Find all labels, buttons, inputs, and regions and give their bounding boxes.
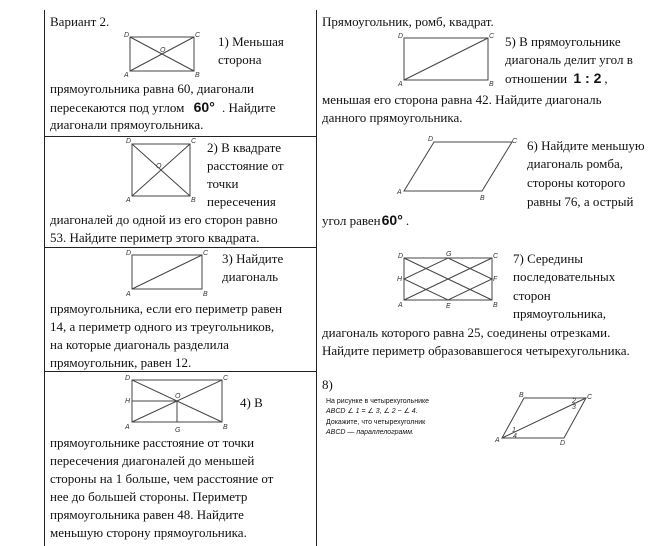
- label-a: A: [124, 72, 129, 78]
- label-a: A: [398, 81, 403, 86]
- p1-line-4: [50, 98, 276, 117]
- p4-line-2: прямоугольнике расстояние от точки: [50, 435, 255, 450]
- p7-line-5: диагональ которого равна 25, соединены отрезками.: [322, 325, 611, 340]
- label-b: B: [195, 72, 200, 78]
- p6-line-5: [322, 211, 409, 230]
- p5-line-3: [505, 69, 608, 88]
- p5-line-2: диагональ делит угол в: [505, 52, 633, 67]
- p7-line-2: последовательных: [513, 269, 616, 284]
- p3-line-2: диагональ: [222, 269, 279, 284]
- figure-7-rectangle-midpoints: [394, 250, 506, 310]
- p7-line-1: 7) Середины: [513, 251, 584, 266]
- p1-line-1: 1) Меньшая: [218, 34, 284, 49]
- p5-line-4: меньшая его сторона равна 42. Найдите диагональ: [322, 92, 602, 107]
- p1-angle: 60°: [193, 99, 215, 115]
- p3-line-4: 14, а периметр одного из треугольников,: [50, 319, 275, 334]
- p2-line-5: диагоналей до одной из его сторон равно: [50, 212, 278, 227]
- label-a: A: [398, 302, 403, 309]
- label-h: H: [125, 398, 131, 405]
- figure-5-rectangle: [394, 30, 498, 86]
- label-c: C: [489, 33, 495, 40]
- angle-label-1: 1: [512, 427, 516, 434]
- p2-line-2: расстояние от: [207, 158, 284, 173]
- p2-line-3: точки: [207, 176, 239, 191]
- p4-line-7: меньшую сторону прямоугольника.: [50, 525, 247, 540]
- label-d: D: [125, 375, 131, 382]
- label-d: D: [124, 32, 130, 39]
- left-border: [44, 10, 45, 546]
- label-o: O: [156, 163, 162, 170]
- p8-line-4: ABCD — параллелограмм.: [326, 429, 414, 436]
- p6-line-5a: угол равен: [322, 213, 381, 228]
- label-c: C: [587, 394, 593, 401]
- p5-ratio: 1 : 2: [573, 70, 602, 86]
- label-a: A: [495, 437, 500, 444]
- p6-line-3: стороны которого: [527, 175, 626, 190]
- p4-line-6: прямоугольника равен 48. Найдите: [50, 507, 244, 522]
- label-a: A: [126, 197, 131, 202]
- label-d: D: [398, 253, 404, 260]
- p5-line-5: данного прямоугольника.: [322, 110, 463, 125]
- p8-line-2: ABCD ∠ 1 = ∠ 3, ∠ 2 − ∠ 4.: [326, 408, 418, 415]
- p3-line-5: на которые диагональ разделила: [50, 337, 229, 352]
- angle-label-2: 2: [572, 398, 576, 405]
- label-b: B: [191, 197, 196, 202]
- p6-line-2: диагональ ромба,: [527, 156, 623, 171]
- label-g: G: [446, 251, 452, 258]
- p1-line-2: сторона: [218, 52, 262, 67]
- p4-line-5: нее до большей стороны. Периметр: [50, 489, 248, 504]
- p2-line-1: 2) В квадрате: [207, 140, 282, 155]
- p6-line-5b: .: [405, 213, 410, 228]
- angle-label-3: 3: [572, 404, 576, 411]
- label-f: F: [493, 276, 498, 283]
- label-o: O: [175, 393, 181, 400]
- label-a: A: [126, 291, 131, 297]
- p4-line-1: 4) В: [240, 395, 263, 410]
- p6-line-4: равны 76, а острый: [527, 194, 634, 209]
- label-c: C: [493, 253, 499, 260]
- p5-line-1: 5) В прямоугольнике: [505, 34, 621, 49]
- label-c: C: [203, 250, 208, 257]
- p6-line-1: 6) Найдите меньшую: [527, 138, 645, 153]
- label-b: B: [480, 195, 485, 202]
- label-d: D: [398, 33, 404, 40]
- variant-title: Вариант 2.: [50, 14, 110, 29]
- label-o: O: [160, 47, 166, 54]
- label-a: A: [397, 189, 402, 196]
- label-a: A: [125, 424, 130, 431]
- right-header: Прямоугольник, ромб, квадрат.: [322, 14, 494, 29]
- label-c: C: [191, 138, 197, 145]
- p1-line-4a: пересекаются под углом: [50, 100, 185, 115]
- figure-1-rectangle: [122, 30, 202, 78]
- figure-3-rectangle: [122, 247, 208, 297]
- p8-number: 8): [322, 377, 333, 392]
- p7-line-4: прямоугольника,: [513, 306, 606, 321]
- label-b: B: [223, 424, 228, 431]
- label-d: D: [428, 136, 434, 143]
- figure-6-rhombus: [394, 134, 522, 202]
- figure-8-parallelogram: [494, 390, 594, 446]
- p2-line-6: 53. Найдите периметр этого квадрата.: [50, 230, 260, 245]
- label-b: B: [489, 81, 494, 86]
- label-b: B: [203, 291, 208, 297]
- label-c: C: [512, 138, 518, 145]
- p1-line-5: диагонали прямоугольника.: [50, 117, 204, 132]
- p5-line-3a: отношении: [505, 71, 568, 86]
- label-c: C: [195, 32, 201, 39]
- p8-line-1: На рисунке в четырехугольнике: [326, 398, 430, 405]
- label-h: H: [397, 276, 403, 283]
- p6-angle: 60°: [381, 212, 403, 228]
- angle-label-4: 4: [513, 433, 517, 440]
- p7-line-6: Найдите периметр образовавшегося четырехугольника.: [322, 343, 630, 358]
- figure-2-square: [122, 136, 202, 202]
- label-g: G: [175, 427, 181, 433]
- p4-line-4: стороны на 1 больше, чем расстояние от: [50, 471, 274, 486]
- p7-line-3: сторон: [513, 288, 551, 303]
- label-b: B: [493, 302, 498, 309]
- p3-line-3: прямоугольника, если его периметр равен: [50, 301, 283, 316]
- p4-line-3: пересечения диагоналей до меньшей: [50, 453, 255, 468]
- p3-line-1: 3) Найдите: [222, 251, 284, 266]
- p1-line-3: прямоугольника равна 60, диагонали: [50, 81, 254, 96]
- column-divider: [316, 10, 317, 546]
- p3-line-6: прямоугольник, равен 12.: [50, 355, 192, 370]
- figure-4-rectangle: [120, 371, 232, 433]
- p1-line-4b: . Найдите: [222, 100, 276, 115]
- label-d: D: [126, 138, 132, 145]
- p5-line-3b: ,: [604, 71, 608, 86]
- p2-line-4: пересечения: [207, 194, 276, 209]
- label-e: E: [446, 303, 451, 310]
- label-d: D: [560, 440, 566, 446]
- label-b: B: [519, 392, 524, 399]
- label-c: C: [223, 375, 229, 382]
- p8-line-3: Докажите, что четырехуголник: [326, 419, 426, 426]
- label-d: D: [126, 250, 132, 257]
